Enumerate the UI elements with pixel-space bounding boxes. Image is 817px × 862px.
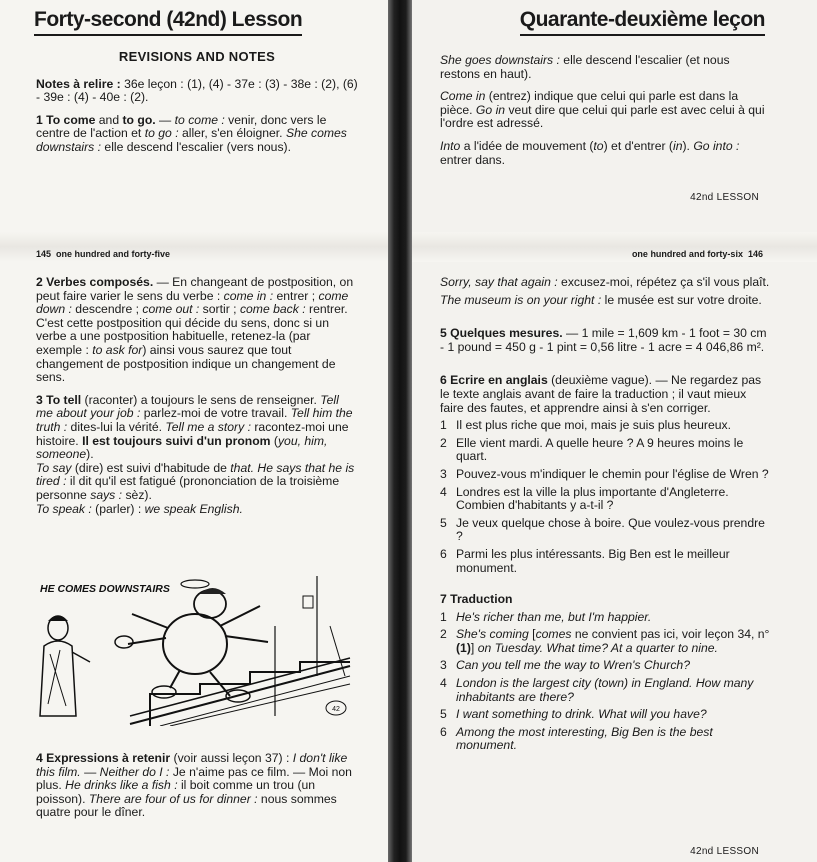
right-top-half	[412, 0, 817, 232]
list-item: 3 Pouvez-vous m'indiquer le chemin pour l'église de Wren ?	[440, 466, 769, 481]
body-text: ).	[682, 138, 694, 153]
note-3-example: Tell him the truth :	[36, 406, 353, 434]
note-5-number: 5	[440, 326, 447, 341]
revisions-title: REVISIONS AND NOTES	[118, 49, 276, 64]
left-note-4-column	[36, 752, 358, 829]
note-3-title: To tell	[46, 392, 82, 407]
right-top-footer: 42nd LESSON	[690, 192, 759, 203]
note-7	[440, 593, 770, 607]
note-3-example: He says that he is tired :	[36, 460, 355, 489]
note-1-number: 1	[36, 112, 43, 127]
list-item-text: Among the most interesting, Big Ben is the best monument.	[456, 724, 713, 753]
example-text: to	[593, 138, 604, 153]
list-item-text: Can you tell me the way to Wren's Church?	[456, 658, 690, 673]
note-3-example: that.	[230, 460, 255, 475]
note-2-title: Verbes composés.	[46, 275, 154, 289]
note-2-example: come down :	[36, 288, 349, 317]
body-text: ) et d'entrer (	[603, 138, 673, 153]
list-item: 1 He's richer than me, but I'm happier.	[440, 609, 652, 624]
note-5-text: — 1 mile = 1,609 km - 1 foot = 30 cm - 1 pound = 450 g - 1 pint = 0,56 litre - 1 acre = 4 046,86 m².	[440, 326, 767, 354]
note-3-example: you, him, someone	[36, 433, 328, 462]
note-4-title: Expressions à retenir	[46, 751, 171, 765]
note-1-term-go: to go.	[122, 112, 156, 127]
list-item-text: ne convient pas ici, voir leçon 34, n°	[571, 627, 770, 642]
left-page	[0, 0, 388, 862]
note-4-example: He drinks like a fish :	[65, 778, 178, 793]
cartoon-illustration	[20, 566, 360, 726]
note-3-text: parlez-moi de votre travail.	[140, 406, 291, 421]
note-2-para2: ) ainsi vous saurez que tout changement de postposition indique un changement de sens.	[36, 342, 336, 385]
body-text: le musée est sur votre droite.	[601, 292, 762, 307]
list-item-text: ]	[470, 640, 478, 655]
right-intro-para	[440, 276, 770, 290]
note-4-text: il boit comme un trou (un poisson).	[36, 778, 316, 806]
note-4-text: nous sommes quatre pour le dîner.	[36, 791, 337, 820]
note-3-example: we speak English.	[144, 501, 243, 516]
note-7-list	[440, 611, 770, 753]
note-2-para2: C'est cette postposition qui décide du sens, donc si un verbe a une postposition habituelle, retenez-la (par exemple :	[36, 315, 329, 357]
note-3-emphasis: Il est toujours suivi d'un pronom	[82, 433, 271, 448]
example-text: Come in	[440, 89, 486, 104]
note-4-example: There are four of us for dinner :	[88, 791, 258, 806]
right-bottom-footer: 42nd LESSON	[690, 846, 759, 857]
note-1-term-come: To come	[46, 112, 96, 127]
list-item-text: comes	[535, 627, 572, 642]
note-4-text: —	[80, 764, 100, 779]
note-2-text: entrer ;	[273, 288, 319, 303]
notes-label: Notes à relire :	[36, 76, 121, 91]
left-bottom-column	[36, 276, 358, 525]
note-1	[36, 114, 358, 155]
list-item-text: Londres est la ville la plus importante d'Angleterre. Combien d'habitants y a-t-il ?	[456, 484, 729, 513]
note-6-number: 6	[440, 373, 447, 388]
list-item-text: Pouvez-vous m'indiquer le chemin pour l'église de Wren ?	[456, 466, 769, 481]
right-top-para	[440, 54, 770, 81]
note-3-text: (parler) :	[91, 501, 145, 516]
example-text: The museum is on your right :	[440, 292, 602, 307]
note-3-text: ).	[86, 447, 94, 462]
lesson-header-fr: Quarante-deuxième leçon	[520, 8, 765, 36]
page-number-left	[36, 249, 170, 259]
note-6-title: Ecrire en anglais	[450, 373, 548, 388]
note-3-text: sèz).	[122, 487, 152, 502]
list-item-text: Il est plus riche que moi, mais je suis plus heureux.	[456, 418, 732, 433]
cartoon-badge: 42	[332, 706, 340, 713]
note-4-example: I don't like this film.	[36, 751, 348, 779]
list-item-text: [	[528, 627, 536, 642]
body-text: a l'idée de mouvement (	[460, 138, 594, 153]
example-text: Into	[440, 138, 461, 153]
list-item: 6 Parmi les plus intéressants. Big Ben est le meilleur monument.	[440, 546, 730, 575]
example-text: Go into :	[693, 138, 740, 153]
list-item-text: Je veux quelque chose à boire. Que voulez-vous prendre ?	[456, 515, 765, 544]
note-1-text: and	[95, 112, 123, 127]
note-3-text: dites-lui la vérité.	[67, 419, 166, 434]
right-intro-para	[440, 294, 770, 308]
notes-text: 36e leçon : (1), (4) - 37e : (3) - 38e : (2), (6) - 39e : (4) - 40e : (2).	[36, 76, 358, 105]
list-item-text: London is the largest city (town) in England. How many inhabitants are there?	[456, 676, 754, 704]
notes-to-reread	[36, 78, 358, 105]
note-2-text: rentrer.	[305, 302, 348, 317]
note-5-title: Quelques mesures.	[450, 326, 563, 341]
note-6-list	[440, 419, 770, 575]
body-text: elle descend l'escalier (et nous restons en haut).	[440, 53, 730, 81]
note-2-example: come back :	[239, 302, 306, 317]
note-1-example: She comes downstairs :	[36, 126, 347, 154]
note-1-text: venir, donc vers le centre de l'action et	[36, 112, 327, 141]
body-text: veut dire que celui qui parle est avec celui à qui l'ordre est adressé.	[440, 102, 765, 131]
note-6-text: (deuxième vague). — Ne regardez pas le texte anglais avant de faire la traduction ; il vaut mieux faire des fautes, et apprendre ainsi à s'en corriger.	[440, 373, 762, 415]
example-text: Sorry, say that again :	[440, 275, 558, 289]
note-3-text: (dire) est suivi d'habitude de	[71, 460, 231, 475]
list-item-text: Elle vient mardi. A quelle heure ? A 9 heures moins le quart.	[456, 435, 744, 464]
note-1-text: elle descend l'escalier (vers nous).	[101, 139, 291, 154]
note-7-title: Traduction	[450, 592, 513, 607]
book-spine	[388, 0, 412, 862]
list-item: 6 Among the most interesting, Big Ben is the best monument.	[440, 724, 713, 753]
note-3-example: To speak :	[36, 501, 92, 516]
note-3-number: 3	[36, 392, 43, 407]
right-bottom-column	[440, 276, 770, 763]
body-text: (entrez) indique que celui qui parle est dans la pièce.	[440, 89, 739, 117]
list-item: 3 Can you tell me the way to Wren's Church?	[440, 658, 690, 673]
example-text: Go in	[475, 102, 506, 117]
list-item: 2 She's coming [comes ne convient pas ici, voir leçon 34, n° (1)] on Tuesday. What time? At a quarter to nine.	[440, 627, 770, 655]
page-number-words: one hundred and forty-five	[56, 249, 171, 259]
note-4	[36, 752, 358, 820]
note-2-example: come in :	[223, 288, 274, 303]
note-3-example: says :	[90, 487, 123, 502]
cartoon-caption: HE COMES DOWNSTAIRS	[40, 583, 170, 595]
body-text: excusez-moi, répétez ça s'il vous plaît.	[557, 275, 770, 289]
note-3	[36, 394, 358, 516]
note-1-text: —	[155, 112, 175, 127]
list-item-text: Parmi les plus intéressants. Big Ben est le meilleur monument.	[456, 546, 730, 575]
note-3-example: Tell me a story :	[165, 419, 251, 434]
note-3-text: racontez-moi une histoire.	[36, 419, 349, 448]
body-text: entrer dans.	[440, 152, 506, 167]
list-item: 4 Londres est la ville la plus importante d'Angleterre. Combien d'habitants y a-t-il ?	[440, 484, 729, 513]
note-4-text: Je n'aime pas ce film. — Moi non plus.	[36, 764, 352, 793]
right-page	[412, 0, 817, 862]
note-3-example: To say	[36, 460, 72, 475]
note-4-example: Neither do I :	[99, 764, 170, 779]
right-top-column	[440, 54, 770, 176]
note-5	[440, 327, 770, 354]
note-3-example: Tell me about your job :	[36, 392, 339, 421]
list-item: 2 Elle vient mardi. A quelle heure ? A 9 heures moins le quart.	[440, 435, 744, 464]
left-top-column	[36, 50, 358, 164]
note-7-number: 7	[440, 592, 447, 607]
left-top-half	[0, 0, 388, 232]
note-2-example: to ask for	[92, 342, 143, 357]
lesson-header-en: Forty-second (42nd) Lesson	[34, 8, 302, 36]
list-item-text: I want something to drink. What will you have?	[456, 707, 707, 722]
list-item: 5 I want something to drink. What will you have?	[440, 707, 707, 722]
list-item-text: on Tuesday. What time? At a quarter to nine.	[477, 640, 718, 655]
note-1-text: aller, s'en éloigner.	[178, 126, 286, 141]
note-4-text: (voir aussi leçon 37) :	[170, 751, 293, 765]
list-item: 5 Je veux quelque chose à boire. Que voulez-vous prendre ?	[440, 515, 765, 544]
list-item: 1 Il est plus riche que moi, mais je suis plus heureux.	[440, 418, 732, 433]
note-2-text: sortir ;	[199, 302, 240, 317]
example-text: She goes downstairs :	[440, 53, 560, 67]
right-top-para	[440, 90, 770, 131]
note-1-example: to go :	[144, 126, 179, 141]
note-2-number: 2	[36, 275, 43, 289]
page-number: 145	[36, 249, 52, 259]
list-item-text: (1)	[456, 640, 471, 655]
page-number-words: one hundred and forty-six	[631, 249, 743, 259]
note-2-text: — En changeant de postposition, on peut faire varier le sens du verbe :	[36, 275, 354, 303]
example-text: in	[672, 138, 683, 153]
note-3-text: (	[270, 433, 278, 448]
note-3-text: (raconter) a toujours le sens de renseigner.	[81, 392, 321, 407]
note-3-text: il dit qu'il est fatigué (prononciation de la troisième personne	[36, 474, 340, 502]
note-1-example: to come :	[174, 112, 225, 127]
note-2-example: come out :	[142, 302, 200, 317]
list-item-text: She's coming	[456, 627, 529, 642]
note-4-number: 4	[36, 751, 43, 765]
page-number-right	[632, 249, 763, 259]
list-item: 4 London is the largest city (town) in England. How many inhabitants are there?	[440, 676, 754, 704]
right-top-para	[440, 140, 770, 167]
page-number: 146	[747, 249, 763, 259]
note-2	[36, 276, 358, 385]
note-6	[440, 374, 770, 415]
note-2-text: descendre ;	[71, 302, 143, 317]
list-item-text: He's richer than me, but I'm happier.	[456, 609, 652, 624]
